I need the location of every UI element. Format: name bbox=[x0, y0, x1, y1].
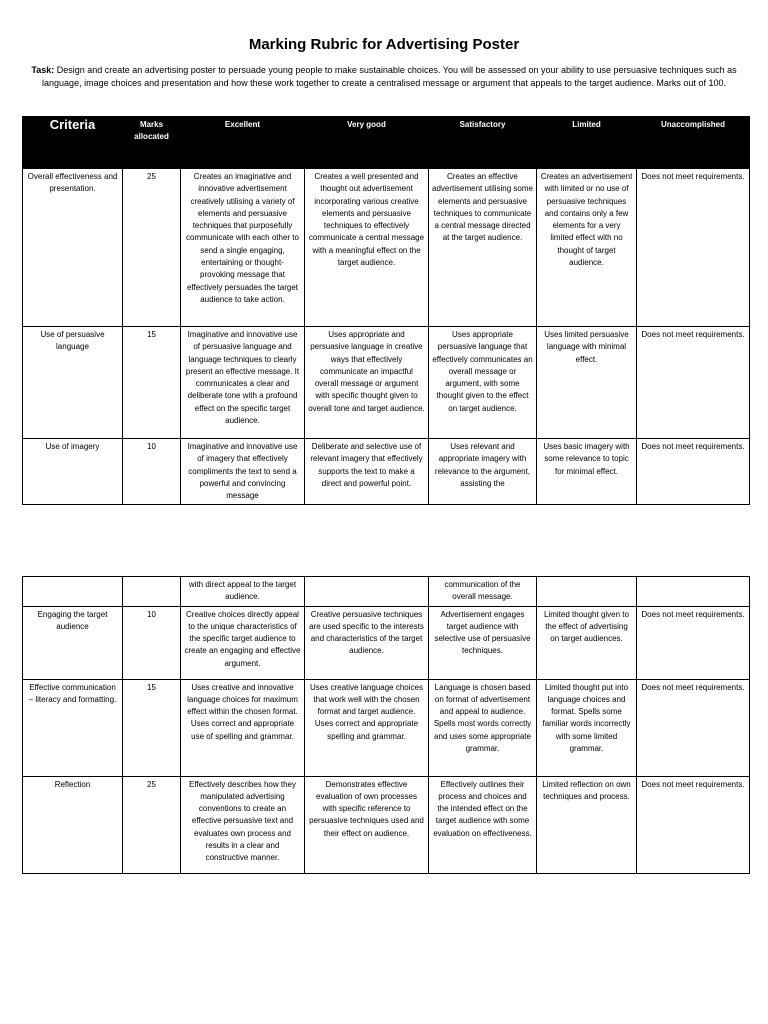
marks-cell: 25 bbox=[123, 776, 181, 873]
excellent-cell: Creative choices directly appeal to the unique characteristics of the specific target audience to create an engaging and effective argument. bbox=[181, 606, 305, 679]
header-marks-allocated: Marks allocated bbox=[123, 117, 181, 169]
rubric-table-page-1 bbox=[22, 116, 750, 505]
marks-cell: 10 bbox=[123, 606, 181, 679]
satisfactory-cell: Creates an effective advertisement utilising some elements and persuasive techniques to communicate a central message directed at the target audience. bbox=[429, 169, 537, 327]
marks-cell: 15 bbox=[123, 679, 181, 776]
very-good-cell: Demonstrates effective evaluation of own processes with specific reference to persuasive techniques used and their effect on audience. bbox=[305, 776, 429, 873]
criteria-cell: Use of persuasive language bbox=[23, 327, 123, 439]
criteria-cell: Engaging the target audience bbox=[23, 606, 123, 679]
excellent-cell: Imaginative and innovative use of imagery that effectively compliments the text to send a powerful and convincing message bbox=[181, 439, 305, 505]
excellent-cell: Creates an imaginative and innovative advertisement creatively utilising a variety of elements and persuasive techniques that purposefully communicate with each other to send a single engaging, entertaining or thought-provoking message that effectively persuades the target audience to take action. bbox=[181, 169, 305, 327]
header-very-good: Very good bbox=[305, 117, 429, 169]
header-limited: Limited bbox=[537, 117, 637, 169]
very-good-cell: Uses appropriate and persuasive language in creative ways that effectively communicate an impactful overall message or argument with specific thought given to overall tone and target audience. bbox=[305, 327, 429, 439]
limited-cell: Uses basic imagery with some relevance to topic for minimal effect. bbox=[537, 439, 637, 505]
header-row bbox=[23, 117, 750, 169]
task-description bbox=[30, 64, 738, 90]
criteria-cell bbox=[23, 577, 123, 607]
criteria-cell: Use of imagery bbox=[23, 439, 123, 505]
unaccomplished-cell: Does not meet requirements. bbox=[637, 606, 750, 679]
marks-cell: 15 bbox=[123, 327, 181, 439]
limited-cell: Uses limited persuasive language with minimal effect. bbox=[537, 327, 637, 439]
marks-cell: 10 bbox=[123, 439, 181, 505]
limited-cell: Limited thought given to the effect of advertising on target audiences. bbox=[537, 606, 637, 679]
marks-cell bbox=[123, 577, 181, 607]
continuation-row bbox=[23, 577, 750, 607]
excellent-cell: Effectively describes how they manipulated advertising conventions to create an effective persuasive text and evaluates own process and results in a clear and constructive manner. bbox=[181, 776, 305, 873]
satisfactory-cell: Uses appropriate persuasive language that effectively communicates an overall message or argument, with some thought given to the effect on target audience. bbox=[429, 327, 537, 439]
unaccomplished-cell bbox=[637, 577, 750, 607]
header-excellent: Excellent bbox=[181, 117, 305, 169]
task-text: Design and create an advertising poster to persuade young people to make sustainable choices. You will be assessed on your ability to use persuasive techniques such as language, image choices and presentation and how these work together to create a centralised message or argument that appeals to the target audience. Marks out of 100. bbox=[42, 65, 737, 89]
unaccomplished-cell: Does not meet requirements. bbox=[637, 327, 750, 439]
very-good-cell: Uses creative language choices that work well with the chosen format and target audience. Uses correct and appropriate spelling and grammar. bbox=[305, 679, 429, 776]
marks-cell: 25 bbox=[123, 169, 181, 327]
satisfactory-cell: Language is chosen based on format of advertisement and appeal to audience. Spells most words correctly and uses some appropriate grammar. bbox=[429, 679, 537, 776]
header-unaccomplished: Unaccomplished bbox=[637, 117, 750, 169]
table-row bbox=[23, 169, 750, 327]
satisfactory-cell: Effectively outlines their process and choices and the intended effect on the target audience with some evaluation on effectiveness. bbox=[429, 776, 537, 873]
very-good-cell: Creative persuasive techniques are used specific to the interests and characteristics of the target audience. bbox=[305, 606, 429, 679]
header-satisfactory: Satisfactory bbox=[429, 117, 537, 169]
limited-cell bbox=[537, 577, 637, 607]
criteria-cell: Reflection bbox=[23, 776, 123, 873]
table-row bbox=[23, 327, 750, 439]
table-row bbox=[23, 439, 750, 505]
table-row bbox=[23, 776, 750, 873]
criteria-cell: Overall effectiveness and presentation. bbox=[23, 169, 123, 327]
very-good-cell: Deliberate and selective use of relevant imagery that effectively supports the text to make a direct and powerful point. bbox=[305, 439, 429, 505]
unaccomplished-cell: Does not meet requirements. bbox=[637, 776, 750, 873]
header-criteria: Criteria bbox=[23, 117, 123, 169]
satisfactory-cell: Advertisement engages target audience with selective use of persuasive techniques. bbox=[429, 606, 537, 679]
excellent-cell: with direct appeal to the target audience. bbox=[181, 577, 305, 607]
unaccomplished-cell: Does not meet requirements. bbox=[637, 679, 750, 776]
table-row bbox=[23, 606, 750, 679]
task-label: Task: bbox=[31, 65, 55, 75]
limited-cell: Limited reflection on own techniques and process. bbox=[537, 776, 637, 873]
unaccomplished-cell: Does not meet requirements. bbox=[637, 439, 750, 505]
very-good-cell: Creates a well presented and thought out advertisement incorporating various creative elements and persuasive techniques to effectively communicate a central message with a meaningful effect on the target audience. bbox=[305, 169, 429, 327]
excellent-cell: Imaginative and innovative use of persuasive language and language techniques to clearly present an effective message. It communicates a clear and deliberate tone with a profound effect on the specific target audience. bbox=[181, 327, 305, 439]
rubric-table-page-2 bbox=[22, 576, 750, 874]
criteria-cell: Effective communication – literacy and formatting. bbox=[23, 679, 123, 776]
excellent-cell: Uses creative and innovative language choices for maximum effect within the chosen format. Uses correct and appropriate use of spelling and grammar. bbox=[181, 679, 305, 776]
limited-cell: Limited thought put into language choices and format. Spells some familiar words incorrectly with some limited grammar. bbox=[537, 679, 637, 776]
limited-cell: Creates an advertisement with limited or no use of persuasive techniques and contains only a few elements for a very limited effect with no thought of target audience. bbox=[537, 169, 637, 327]
table-row bbox=[23, 679, 750, 776]
satisfactory-cell: communication of the overall message. bbox=[429, 577, 537, 607]
very-good-cell bbox=[305, 577, 429, 607]
document-title: Marking Rubric for Advertising Poster bbox=[248, 36, 520, 53]
unaccomplished-cell: Does not meet requirements. bbox=[637, 169, 750, 327]
satisfactory-cell: Uses relevant and appropriate imagery with relevance to the argument, assisting the bbox=[429, 439, 537, 505]
